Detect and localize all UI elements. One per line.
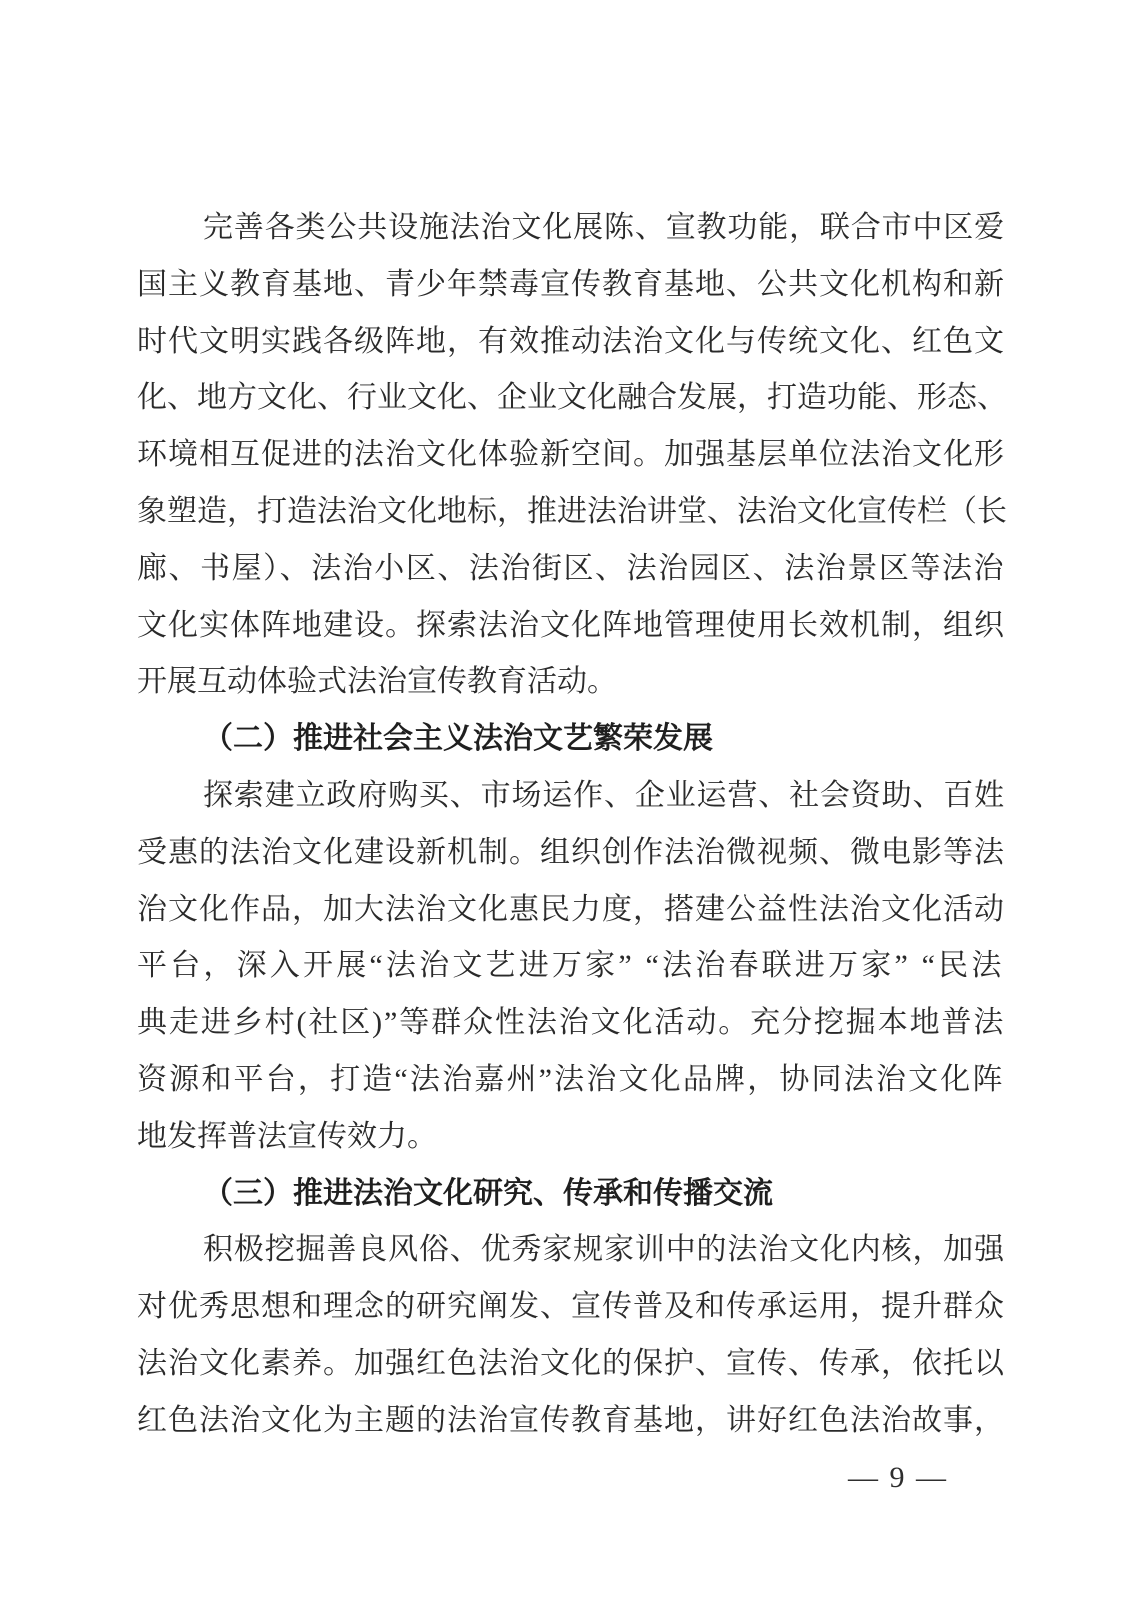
text-line [137, 484, 1005, 541]
text-line-content: 法治文化素养。加强红色法治文化的保护、宣传、传承，依托以 [137, 1346, 1005, 1380]
text-line [137, 541, 1005, 598]
text-line-content: 化、地方文化、行业文化、企业文化融合发展，打造功能、形态、 [137, 381, 1007, 415]
document-body [137, 200, 1005, 1450]
text-line [137, 598, 1005, 655]
text-line [137, 257, 1005, 314]
text-line-content: 环境相互促进的法治文化体验新空间。加强基层单位法治文化形 [137, 438, 1005, 472]
text-line-content: 典走进乡村(社区)”等群众性法治文化活动。充分挖掘本地普法 [137, 1006, 1006, 1040]
text-line-content: 国主义教育基地、青少年禁毒宣传教育基地、公共文化机构和新 [137, 267, 1005, 301]
section-heading [137, 711, 1005, 768]
text-line [137, 1222, 1005, 1279]
text-line-content: 红色法治文化为主题的法治宣传教育基地，讲好红色法治故事， [137, 1403, 1005, 1437]
text-line-content: 完善各类公共设施法治文化展陈、宣教功能，联合市中区爱 [203, 211, 1005, 244]
text-line [137, 1393, 1005, 1450]
text-line-content: （三）推进法治文化研究、传承和传播交流 [203, 1176, 773, 1210]
text-line [137, 825, 1005, 882]
text-line-content: 平台，深入开展“法治文艺进万家” “法治春联进万家” “民法 [137, 949, 1005, 983]
text-line-content: 资源和平台，打造“法治嘉州”法治文化品牌，协同法治文化阵 [137, 1062, 1005, 1096]
text-line [137, 882, 1005, 939]
text-line-content: 治文化作品，加大法治文化惠民力度，搭建公益性法治文化活动 [137, 892, 1005, 926]
text-line-content: （二）推进社会主义法治文艺繁荣发展 [203, 722, 713, 756]
section-heading [137, 1166, 1005, 1223]
text-line [137, 314, 1005, 371]
text-line-content: 积极挖掘善良风俗、优秀家规家训中的法治文化内核，加强 [203, 1233, 1005, 1267]
text-line-content: 探索建立政府购买、市场运作、企业运营、社会资助、百姓 [203, 778, 1005, 812]
text-line-content: 时代文明实践各级阵地，有效推动法治文化与传统文化、红色文 [137, 324, 1005, 358]
text-line [137, 427, 1005, 484]
text-line [137, 995, 1005, 1052]
text-line-content: 象塑造，打造法治文化地标，推进法治讲堂、法治文化宣传栏（长 [137, 494, 1007, 528]
text-line [137, 654, 1005, 711]
text-line-content: 文化实体阵地建设。探索法治文化阵地管理使用长效机制，组织 [137, 608, 1005, 642]
text-line [137, 768, 1005, 825]
text-line [137, 370, 1005, 427]
text-line-content: 地发挥普法宣传效力。 [137, 1119, 437, 1153]
text-line-content: 开展互动体验式法治宣传教育活动。 [137, 665, 617, 699]
text-line [137, 938, 1005, 995]
text-line [137, 1279, 1005, 1336]
page-number: — 9 — [848, 1461, 948, 1494]
text-line [137, 200, 1005, 257]
text-line [137, 1336, 1005, 1393]
text-line-content: 对优秀思想和理念的研究阐发、宣传普及和传承运用，提升群众 [137, 1290, 1005, 1324]
text-line [137, 1052, 1005, 1109]
text-line-content: 受惠的法治文化建设新机制。组织创作法治微视频、微电影等法 [137, 835, 1005, 869]
text-line [137, 1109, 1005, 1166]
text-line-content: 廊、书屋）、法治小区、法治街区、法治园区、法治景区等法治 [137, 551, 1005, 585]
